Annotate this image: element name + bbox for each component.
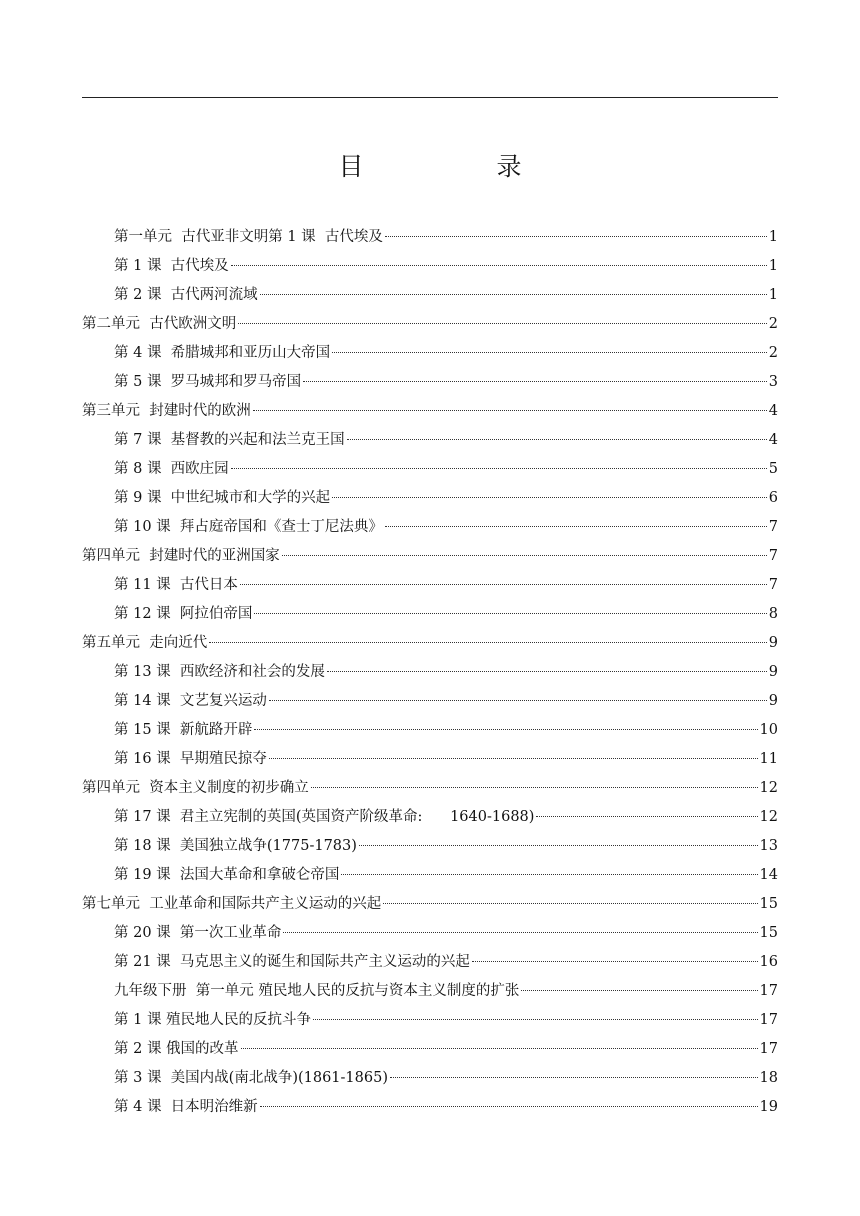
toc-dot-leader bbox=[231, 265, 767, 266]
toc-page-number: 2 bbox=[768, 316, 778, 332]
toc-entry-title: 第 1 课 古代埃及 bbox=[114, 258, 229, 274]
toc-lesson-entry[interactable] bbox=[82, 368, 778, 397]
toc-lesson-entry[interactable] bbox=[82, 484, 778, 513]
toc-lesson-entry[interactable] bbox=[82, 223, 778, 252]
toc-lesson-entry[interactable] bbox=[82, 687, 778, 716]
toc-page-number: 18 bbox=[759, 1070, 778, 1086]
toc-page-number: 12 bbox=[759, 809, 778, 825]
toc-dot-leader bbox=[341, 874, 757, 875]
toc-entry-title: 第 19 课 法国大革命和拿破仑帝国 bbox=[114, 867, 340, 883]
toc-page-number: 19 bbox=[759, 1099, 778, 1115]
toc-lesson-entry[interactable] bbox=[82, 455, 778, 484]
toc-lesson-entry[interactable] bbox=[82, 803, 778, 832]
toc-page-number: 1 bbox=[768, 258, 778, 274]
toc-entry-title: 第 14 课 文艺复兴运动 bbox=[114, 693, 267, 709]
header-rule bbox=[82, 97, 778, 98]
toc-entry-title: 九年级下册 第一单元 殖民地人民的反抗与资本主义制度的扩张 bbox=[114, 983, 520, 999]
toc-dot-leader bbox=[209, 642, 767, 643]
toc-lesson-entry[interactable] bbox=[82, 571, 778, 600]
toc-page-number: 4 bbox=[768, 432, 778, 448]
toc-entry-title: 第三单元 封建时代的欧洲 bbox=[82, 403, 251, 419]
toc-page-number: 9 bbox=[768, 664, 778, 680]
toc-dot-leader bbox=[385, 236, 767, 237]
toc-lesson-entry[interactable] bbox=[82, 1064, 778, 1093]
toc-dot-leader bbox=[269, 700, 767, 701]
toc-dot-leader bbox=[313, 1019, 757, 1020]
toc-dot-leader bbox=[303, 381, 767, 382]
toc-entry-title: 第 4 课 希腊城邦和亚历山大帝国 bbox=[114, 345, 331, 361]
toc-dot-leader bbox=[311, 787, 758, 788]
toc-page-number: 12 bbox=[759, 780, 778, 796]
toc-page-number: 1 bbox=[768, 229, 778, 245]
toc-page-number: 16 bbox=[759, 954, 778, 970]
toc-dot-leader bbox=[359, 845, 758, 846]
toc-page-number: 11 bbox=[759, 751, 778, 767]
toc-unit-entry[interactable] bbox=[82, 890, 778, 919]
toc-entry-title: 第 1 课 殖民地人民的反抗斗争 bbox=[114, 1012, 312, 1028]
toc-lesson-entry[interactable] bbox=[82, 426, 778, 455]
toc-page-number: 10 bbox=[759, 722, 778, 738]
toc-dot-leader bbox=[472, 961, 758, 962]
toc-dot-leader bbox=[231, 468, 767, 469]
toc-page-number: 4 bbox=[768, 403, 778, 419]
toc-entry-title: 第 17 课 君主立宪制的英国(英国资产阶级革命: 1640-1688) bbox=[114, 809, 535, 825]
toc-entry-title: 第 2 课 古代两河流域 bbox=[114, 287, 258, 303]
toc-entry-title: 第 2 课 俄国的改革 bbox=[114, 1041, 239, 1057]
toc-unit-entry[interactable] bbox=[82, 397, 778, 426]
toc-entry-title: 第 11 课 古代日本 bbox=[114, 577, 238, 593]
toc-entry-title: 第五单元 走向近代 bbox=[82, 635, 208, 651]
toc-lesson-entry[interactable] bbox=[82, 600, 778, 629]
toc-page-number: 7 bbox=[768, 577, 778, 593]
toc-lesson-entry[interactable] bbox=[82, 1035, 778, 1064]
toc-page-number: 9 bbox=[768, 635, 778, 651]
toc-entry-title: 第 16 课 早期殖民掠夺 bbox=[114, 751, 267, 767]
toc-entry-title: 第 9 课 中世纪城市和大学的兴起 bbox=[114, 490, 331, 506]
toc-entry-title: 第 12 课 阿拉伯帝国 bbox=[114, 606, 253, 622]
toc-page-number: 5 bbox=[768, 461, 778, 477]
toc-page-number: 1 bbox=[768, 287, 778, 303]
toc-dot-leader bbox=[269, 758, 758, 759]
toc-entry-title: 第 8 课 西欧庄园 bbox=[114, 461, 229, 477]
toc-entry-title: 第 20 课 第一次工业革命 bbox=[114, 925, 282, 941]
toc-page-number: 14 bbox=[759, 867, 778, 883]
toc-entry-title: 第 4 课 日本明治维新 bbox=[114, 1099, 258, 1115]
toc-lesson-entry[interactable] bbox=[82, 252, 778, 281]
toc-unit-entry[interactable] bbox=[82, 542, 778, 571]
toc-entry-title: 第一单元 古代亚非文明第 1 课 古代埃及 bbox=[114, 229, 383, 245]
toc-page-number: 2 bbox=[768, 345, 778, 361]
toc-entry-title: 第 10 课 拜占庭帝国和《查士丁尼法典》 bbox=[114, 519, 383, 535]
toc-dot-leader bbox=[332, 352, 767, 353]
toc-dot-leader bbox=[385, 526, 767, 527]
toc-dot-leader bbox=[254, 729, 757, 730]
toc-lesson-entry[interactable] bbox=[82, 658, 778, 687]
toc-entry-title: 第四单元 资本主义制度的初步确立 bbox=[82, 780, 309, 796]
toc-lesson-entry[interactable] bbox=[82, 861, 778, 890]
toc-lesson-entry[interactable] bbox=[82, 281, 778, 310]
toc-entry-title: 第七单元 工业革命和国际共产主义运动的兴起 bbox=[82, 896, 382, 912]
toc-dot-leader bbox=[282, 555, 767, 556]
toc-dot-leader bbox=[283, 932, 757, 933]
toc-entry-title: 第 7 课 基督教的兴起和法兰克王国 bbox=[114, 432, 345, 448]
toc-unit-entry[interactable] bbox=[82, 310, 778, 339]
toc-dot-leader bbox=[383, 903, 757, 904]
toc-dot-leader bbox=[347, 439, 767, 440]
toc-dot-leader bbox=[332, 497, 767, 498]
toc-dot-leader bbox=[260, 294, 767, 295]
toc-entry-title: 第 3 课 美国内战(南北战争)(1861-1865) bbox=[114, 1070, 388, 1086]
toc-entry-title: 第 21 课 马克思主义的诞生和国际共产主义运动的兴起 bbox=[114, 954, 470, 970]
toc-lesson-entry[interactable] bbox=[82, 1006, 778, 1035]
toc-dot-leader bbox=[260, 1106, 758, 1107]
toc-page-number: 15 bbox=[759, 925, 778, 941]
toc-page-number: 17 bbox=[759, 1041, 778, 1057]
toc-lesson-entry[interactable] bbox=[82, 513, 778, 542]
toc-lesson-entry[interactable] bbox=[82, 716, 778, 745]
toc-page-number: 7 bbox=[768, 548, 778, 564]
page-title: 目 录 bbox=[338, 152, 576, 181]
toc-dot-leader bbox=[241, 1048, 758, 1049]
toc-lesson-entry[interactable] bbox=[82, 832, 778, 861]
toc-unit-entry[interactable] bbox=[82, 629, 778, 658]
table-of-contents bbox=[82, 223, 778, 1122]
toc-entry-title: 第 13 课 西欧经济和社会的发展 bbox=[114, 664, 325, 680]
toc-entry-title: 第 15 课 新航路开辟 bbox=[114, 722, 253, 738]
toc-dot-leader bbox=[327, 671, 767, 672]
toc-page-number: 17 bbox=[759, 1012, 778, 1028]
toc-dot-leader bbox=[240, 584, 767, 585]
toc-page-number: 13 bbox=[759, 838, 778, 854]
toc-page-number: 15 bbox=[759, 896, 778, 912]
toc-lesson-entry[interactable] bbox=[82, 339, 778, 368]
toc-dot-leader bbox=[238, 323, 767, 324]
toc-page-number: 8 bbox=[768, 606, 778, 622]
toc-page-number: 7 bbox=[768, 519, 778, 535]
toc-lesson-entry[interactable] bbox=[82, 919, 778, 948]
toc-page-number: 3 bbox=[768, 374, 778, 390]
toc-entry-title: 第四单元 封建时代的亚洲国家 bbox=[82, 548, 280, 564]
toc-dot-leader bbox=[521, 990, 757, 991]
toc-page-number: 9 bbox=[768, 693, 778, 709]
toc-dot-leader bbox=[253, 410, 767, 411]
toc-page-number: 6 bbox=[768, 490, 778, 506]
toc-lesson-entry[interactable] bbox=[82, 977, 778, 1006]
toc-unit-entry[interactable] bbox=[82, 774, 778, 803]
toc-page-number: 17 bbox=[759, 983, 778, 999]
toc-entry-title: 第二单元 古代欧洲文明 bbox=[82, 316, 237, 332]
toc-dot-leader bbox=[390, 1077, 758, 1078]
toc-lesson-entry[interactable] bbox=[82, 745, 778, 774]
toc-entry-title: 第 18 课 美国独立战争(1775-1783) bbox=[114, 838, 357, 854]
toc-lesson-entry[interactable] bbox=[82, 1093, 778, 1122]
toc-dot-leader bbox=[536, 816, 757, 817]
toc-entry-title: 第 5 课 罗马城邦和罗马帝国 bbox=[114, 374, 302, 390]
toc-lesson-entry[interactable] bbox=[82, 948, 778, 977]
toc-dot-leader bbox=[254, 613, 766, 614]
